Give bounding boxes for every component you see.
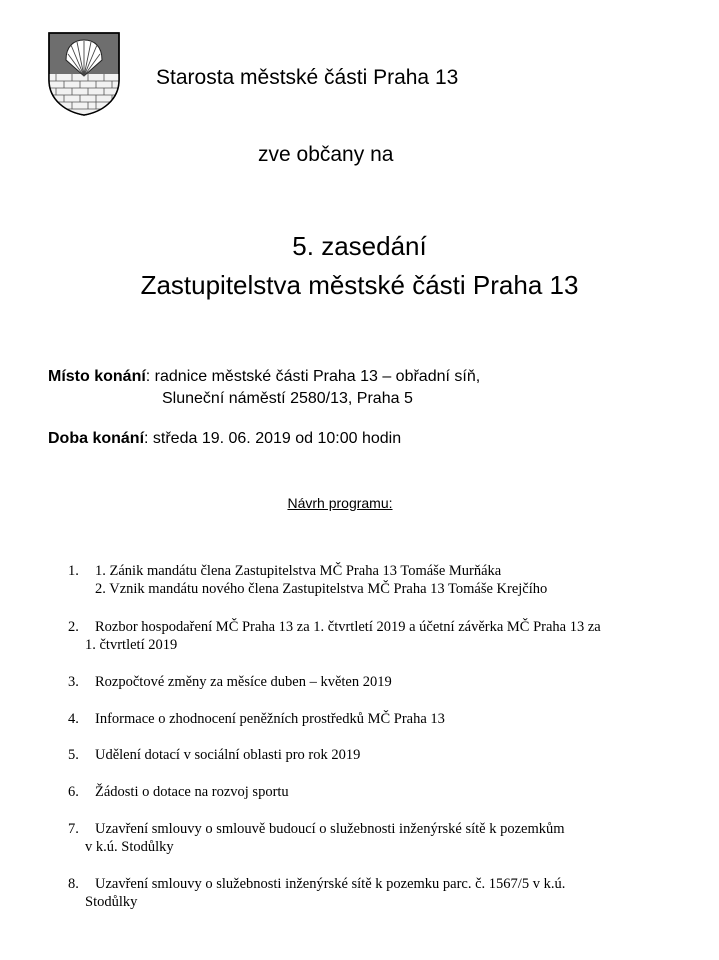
agenda-item-number: 6. [68,784,79,800]
agenda-item-number: 7. [68,821,79,837]
venue-address: Sluneční náměstí 2580/13, Praha 5 [162,390,413,407]
agenda-line: 2. Vznik mandátu nového člena Zastupitelstva MČ Praha 13 Tomáše Krejčího [95,581,548,597]
agenda-item-text: Rozpočtové změny za měsíce duben – květen 2019 [95,674,392,690]
agenda-line: 1. čtvrtletí 2019 [85,637,178,653]
agenda-item-number: 1. [68,563,79,579]
venue-label: Místo konání [48,368,146,385]
venue-line [48,368,480,386]
agenda-item-text [95,562,547,598]
time-label: Doba konání [48,430,145,447]
agenda-item-number: 3. [68,674,79,690]
time-line [48,430,401,448]
agenda-item-text: Žádosti o dotace na rozvoj sportu [95,784,289,800]
agenda-line: v k.ú. Stodůlky [85,839,174,855]
time-value: : středa 19. 06. 2019 od 10:00 hodin [144,430,402,447]
agenda-line: Stodůlky [85,894,138,910]
agenda-item-text [85,875,566,911]
agenda-item-number: 5. [68,747,79,763]
invite-heading: zve občany na [258,143,394,166]
agenda-item-text [85,820,565,856]
agenda-item-text [85,618,601,654]
agenda-item-text: Informace o zhodnocení peněžních prostředků MČ Praha 13 [95,711,445,727]
venue-value: : radnice městské části Praha 13 – obřadní síň, [145,368,481,385]
program-heading: Návrh programu: [287,495,393,511]
coat-of-arms-logo [48,32,120,116]
agenda-line: Uzavření smlouvy o smlouvě budoucí o služebnosti inženýrské sítě k pozemkům [95,821,565,837]
agenda-item-text: Udělení dotací v sociální oblasti pro rok 2019 [95,747,361,763]
agenda-item-number: 4. [68,711,79,727]
agenda-item-number: 2. [68,619,79,635]
agenda-line: Uzavření smlouvy o služebnosti inženýrské sítě k pozemku parc. č. 1567/5 v k.ú. [95,876,566,892]
mayor-heading: Starosta městské části Praha 13 [156,66,459,89]
agenda-line: 1. Zánik mandátu člena Zastupitelstva MČ Praha 13 Tomáše Murňáka [95,563,502,579]
agenda-item-number: 8. [68,876,79,892]
agenda-line: Rozbor hospodaření MČ Praha 13 za 1. čtvrtletí 2019 a účetní závěrka MČ Praha 13 za [95,619,601,635]
session-number-title: 5. zasedání [292,231,427,261]
council-title: Zastupitelstva městské části Praha 13 [140,270,579,300]
